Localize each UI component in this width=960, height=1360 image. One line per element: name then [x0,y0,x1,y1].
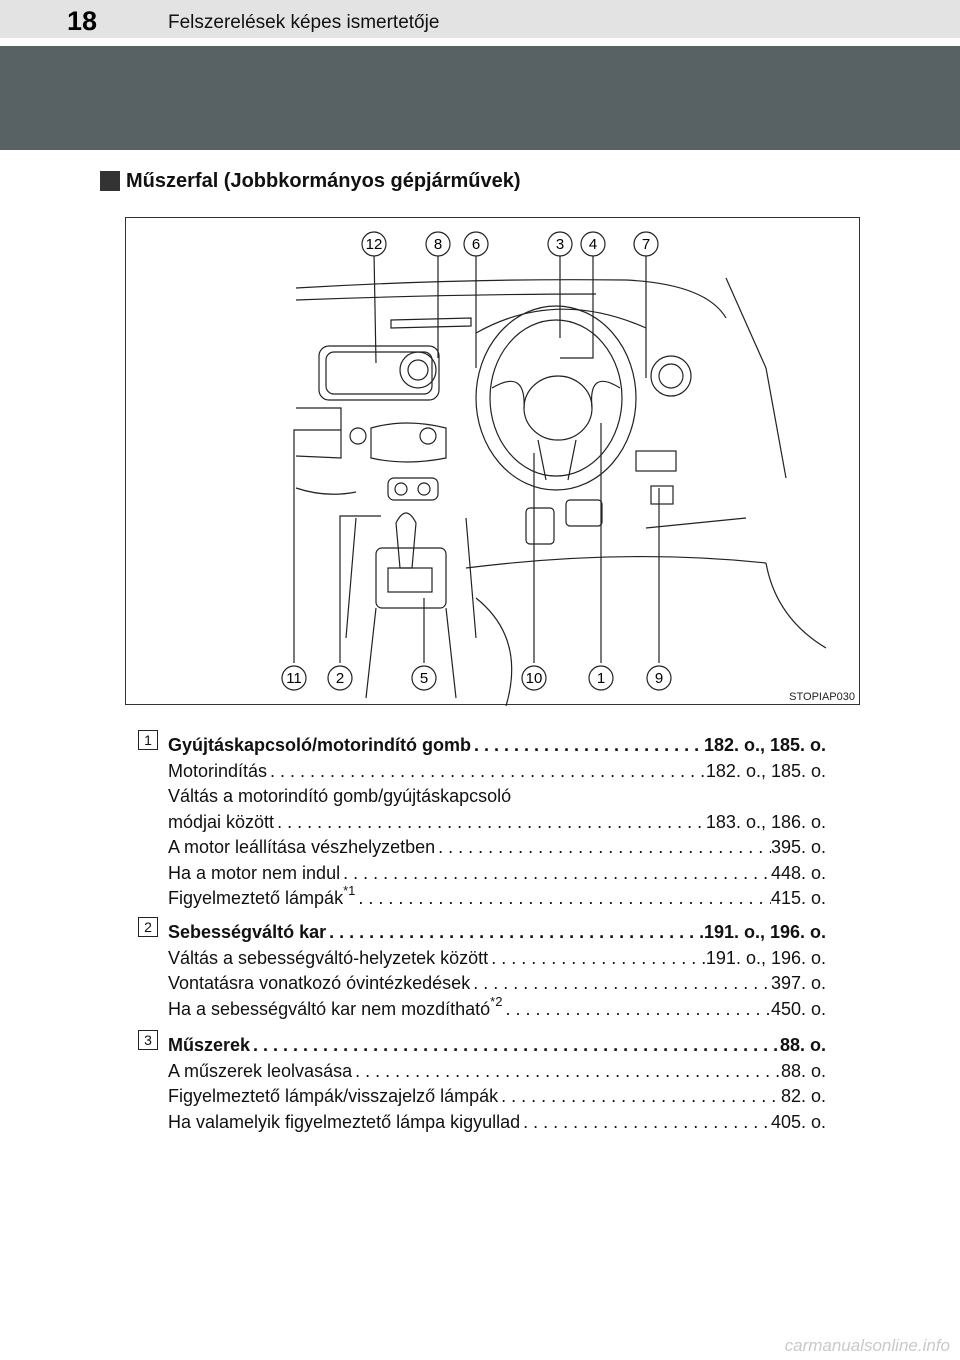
callout-top-3: 6 [471,236,481,253]
watermark: carmanualsonline.info [784,1336,950,1355]
list-item: Ha valamelyik figyelmeztető lámpa kigyullad . . . 405. o. [168,1110,826,1136]
callout-bottom-5: 1 [596,670,606,687]
list-item: Váltás a sebességváltó-helyzetek között . . . 191. o., 196. o. [168,946,826,972]
dashboard-figure [125,217,860,705]
callout-top-4: 3 [555,236,565,253]
callout-top-6: 7 [641,236,651,253]
list-item: Vontatásra vonatkozó óvintézkedések . . . 397. o. [168,971,826,997]
footnote-mark: *1 [343,886,356,898]
figure-code: STOPIAP030 [789,691,855,703]
page-number: 18 [67,6,98,36]
callout-top-1: 12 [365,236,383,253]
header-bar [0,0,960,38]
header-band [0,46,960,150]
entry-number-box: 2 [138,917,158,937]
list-item: Figyelmeztető lámpák/visszajelző lámpák . . . 82. o. [168,1084,826,1110]
entry-number-box: 3 [138,1030,158,1050]
entry-title: Gyújtáskapcsoló/motorindító gomb [168,735,472,755]
entry-instruments [168,1033,826,1135]
callout-bottom-6: 9 [654,670,664,687]
section-square-icon [100,171,120,191]
entry-title: Műszerek [168,1035,251,1055]
list-item: Motorindítás . . . 182. o., 185. o. [168,759,826,785]
list-item-line1: Váltás a motorindító gomb/gyújtáskapcsoló [168,786,512,806]
callout-top-5: 4 [588,236,598,253]
entry-pages: 88. o. [779,1035,826,1055]
section-heading [100,166,521,196]
callout-bottom-4: 10 [525,670,543,687]
entry-shift-lever [168,920,826,1022]
callout-top-2: 8 [433,236,443,253]
entry-number-box: 1 [138,730,158,750]
entry-pages: 182. o., 185. o. [703,735,826,755]
dashboard-drawing [126,218,861,706]
entry-title-line [168,920,826,946]
list-item: A motor leállítása vészhelyzetben . . . 395. o. [168,835,826,861]
list-item: A műszerek leolvasása . . . 88. o. [168,1059,826,1085]
entry-title-line [168,733,826,759]
entry-pages: 191. o., 196. o. [703,922,826,942]
entry-title: Sebességváltó kar [168,922,327,942]
list-item: módjai között . . . 183. o., 186. o. [168,810,826,836]
footnote-mark: *2 [490,996,503,1009]
callout-bottom-2: 2 [335,670,345,687]
list-item: Ha a motor nem indul . . . 448. o. [168,861,826,887]
callout-bottom-3: 5 [419,670,429,687]
list-item: Figyelmeztető lámpák$^{*1}$ . . . 415. o. [168,886,826,912]
list-item: Ha a sebességváltó kar nem mozdítható$^{*2}$ . . . 450. o. [168,997,826,1023]
callout-bottom-1: 11 [286,670,302,687]
entry-title-line [168,1033,826,1059]
section-title: Műszerfal (Jobbkormányos gépjárművek) [126,169,521,192]
chapter-title: Felszerelések képes ismertetője [168,12,440,33]
entry-ignition [168,733,826,912]
